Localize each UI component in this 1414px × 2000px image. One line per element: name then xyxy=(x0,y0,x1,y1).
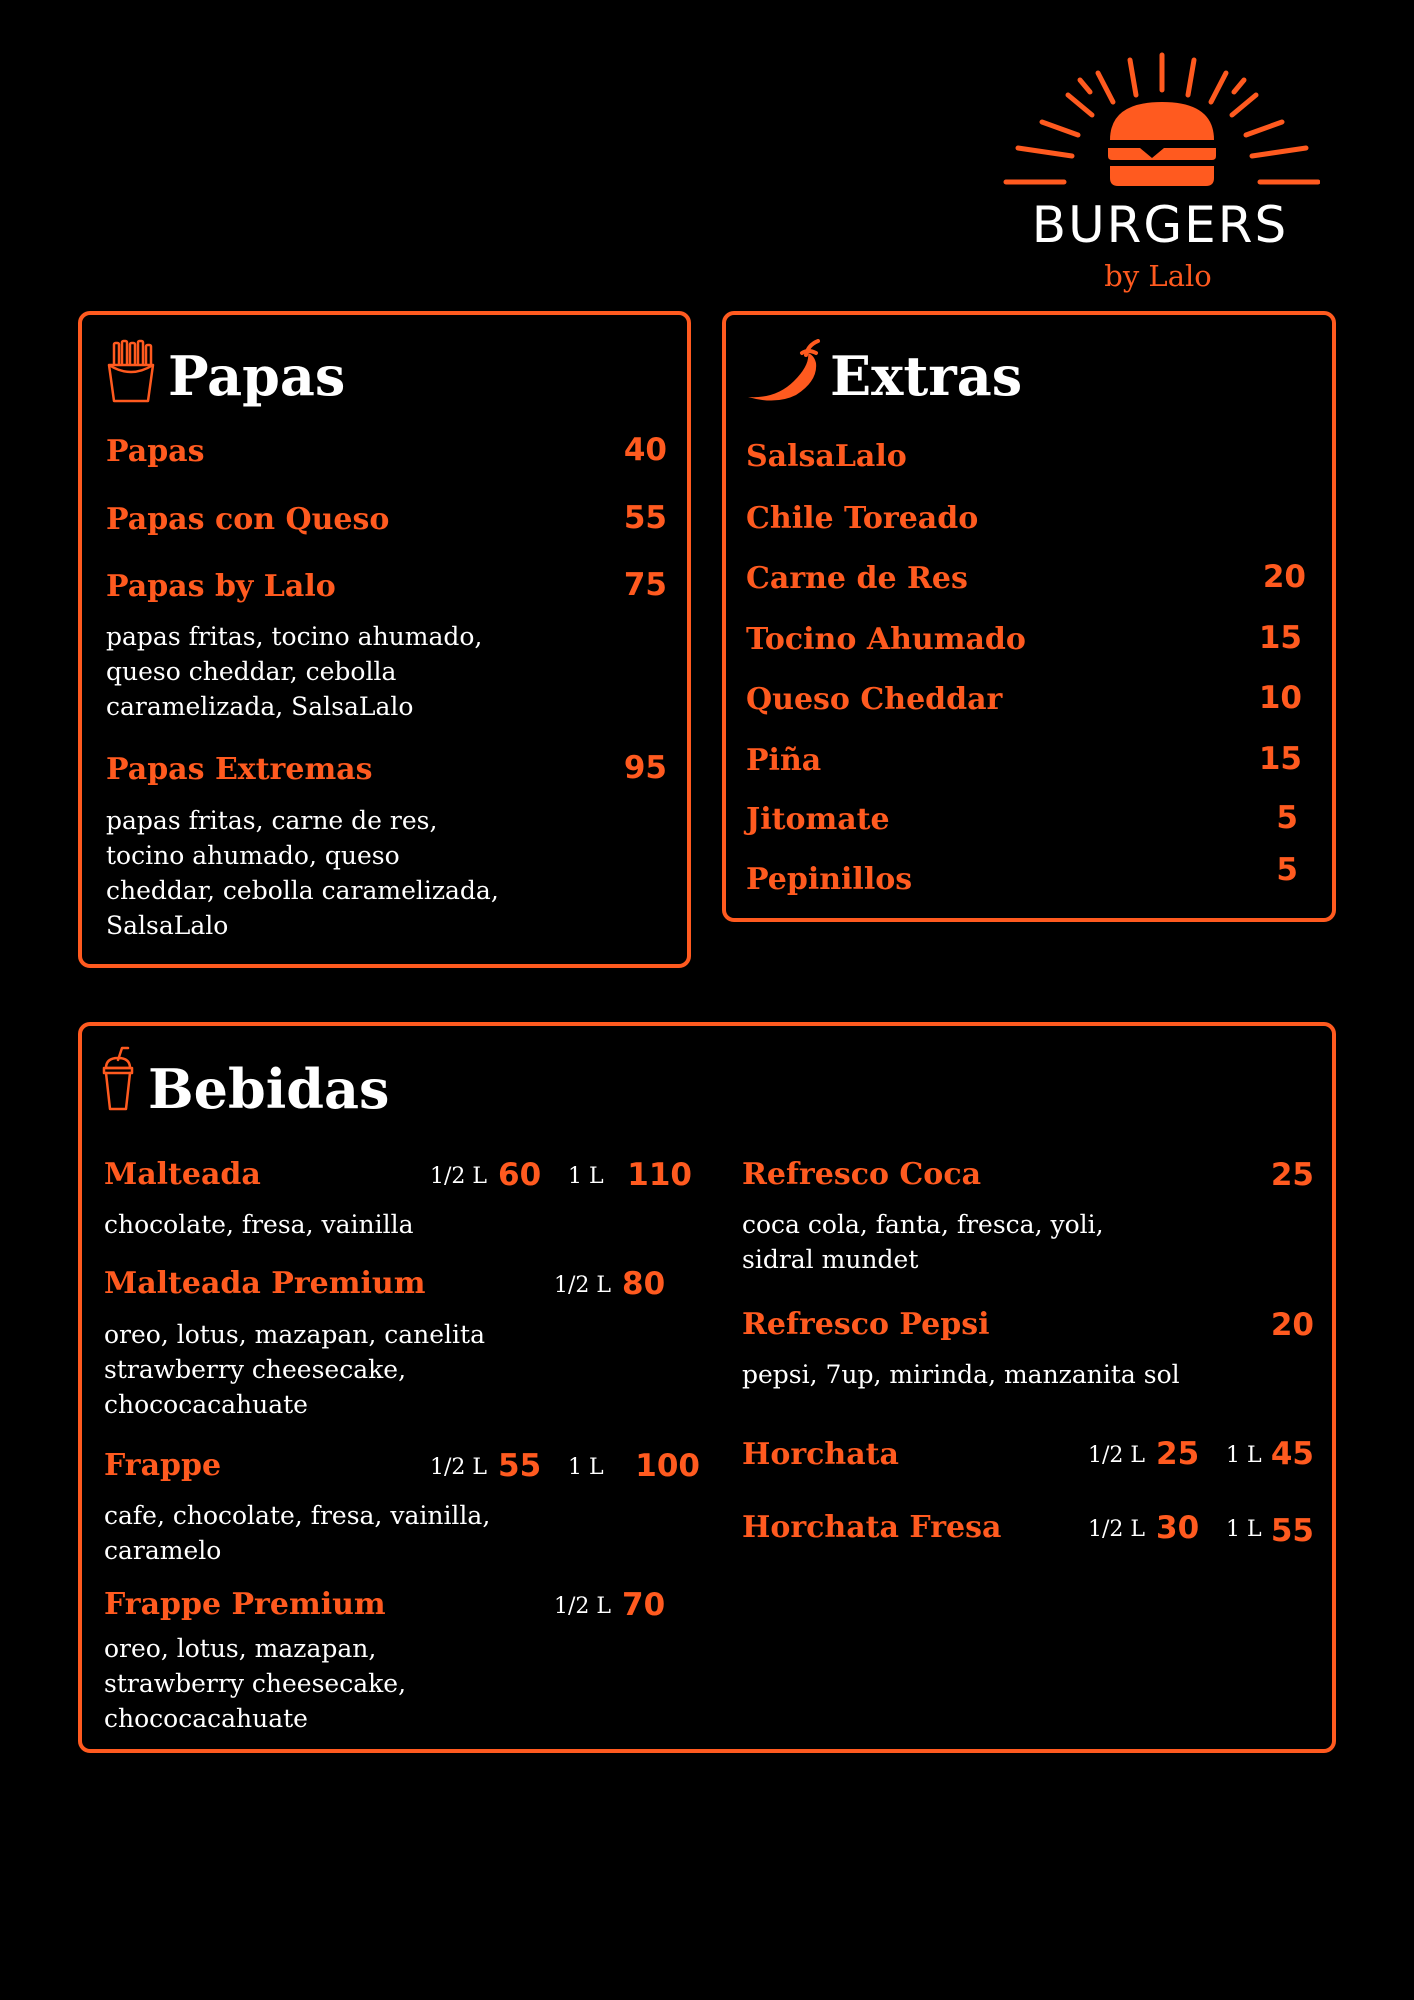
menu-item-name: Papas by Lalo xyxy=(106,569,336,604)
drink-cup-icon xyxy=(102,1046,134,1112)
brand-title: BURGERS xyxy=(1031,196,1289,254)
menu-item-name: Chile Toreado xyxy=(746,501,979,536)
menu-item-name: Frappe xyxy=(104,1448,222,1483)
menu-item-name: Queso Cheddar xyxy=(746,682,1003,717)
description-line: cheddar, cebolla caramelizada, xyxy=(106,876,499,905)
price-half: 80 xyxy=(622,1266,666,1302)
brand-subtitle: by Lalo xyxy=(1104,259,1212,293)
price-liter: 110 xyxy=(627,1157,692,1193)
menu-item-price: 20 xyxy=(1262,559,1306,595)
menu-item-name: Jitomate xyxy=(746,802,890,837)
menu-item-name: Malteada Premium xyxy=(104,1266,426,1301)
extras-section xyxy=(722,311,1336,922)
papas-title: Papas xyxy=(168,344,346,408)
bebidas-title: Bebidas xyxy=(148,1057,390,1121)
size-label-liter: 1 L xyxy=(568,1164,604,1189)
menu-item-price: 40 xyxy=(623,432,667,468)
burger-sunrise-logo-icon xyxy=(1000,40,1320,210)
price-half: 55 xyxy=(498,1448,542,1484)
menu-item-price: 15 xyxy=(1258,620,1302,656)
menu-item-description xyxy=(742,1357,1180,1392)
description-line: caramelizada, SalsaLalo xyxy=(106,692,414,721)
price-half: 70 xyxy=(622,1587,666,1623)
description-line: strawberry cheesecake, xyxy=(104,1355,407,1384)
description-line: chococacahuate xyxy=(104,1704,308,1733)
description-line: pepsi, 7up, mirinda, manzanita sol xyxy=(742,1360,1180,1389)
menu-item-description xyxy=(104,1207,414,1242)
menu-item-name: Piña xyxy=(746,743,822,778)
menu-item-price: 75 xyxy=(623,567,667,603)
description-line: chocolate, fresa, vainilla xyxy=(104,1210,414,1239)
menu-item-description xyxy=(104,1498,490,1568)
menu-item-name: Tocino Ahumado xyxy=(746,622,1026,657)
menu-item-name: Refresco Pepsi xyxy=(742,1307,990,1342)
menu-item-description xyxy=(104,1317,485,1422)
description-line: cafe, chocolate, fresa, vainilla, xyxy=(104,1501,491,1530)
menu-item-price: 5 xyxy=(1276,800,1298,836)
size-label-half: 1/2 L xyxy=(430,1455,488,1480)
menu-item-name: Papas Extremas xyxy=(106,752,373,787)
price-half: 60 xyxy=(498,1157,542,1193)
menu-item-description xyxy=(106,803,499,943)
menu-item-description xyxy=(742,1207,1104,1277)
size-label-half: 1/2 L xyxy=(1088,1517,1146,1542)
menu-item-name: Refresco Coca xyxy=(742,1157,982,1192)
description-line: caramelo xyxy=(104,1536,222,1565)
menu-item-price: 55 xyxy=(623,500,667,536)
price-liter: 55 xyxy=(1270,1513,1314,1549)
description-line: papas fritas, carne de res, xyxy=(106,806,438,835)
size-label-liter: 1 L xyxy=(1226,1443,1262,1468)
description-line: coca cola, fanta, fresca, yoli, xyxy=(742,1210,1104,1239)
description-line: queso cheddar, cebolla xyxy=(106,657,397,686)
menu-item-price: 20 xyxy=(1270,1307,1314,1343)
description-line: chococacahuate xyxy=(104,1390,308,1419)
menu-item-name: Pepinillos xyxy=(746,862,913,897)
price-half: 30 xyxy=(1156,1510,1200,1546)
size-label-liter: 1 L xyxy=(568,1455,604,1480)
menu-item-price: 10 xyxy=(1258,680,1302,716)
price-half: 25 xyxy=(1156,1436,1200,1472)
description-line: oreo, lotus, mazapan, xyxy=(104,1634,377,1663)
menu-item-name: Horchata Fresa xyxy=(742,1510,1002,1545)
size-label-half: 1/2 L xyxy=(430,1164,488,1189)
menu-item-price: 95 xyxy=(623,750,667,786)
menu-item-price: 25 xyxy=(1270,1157,1314,1193)
chili-pepper-icon xyxy=(746,339,826,403)
price-liter: 45 xyxy=(1270,1436,1314,1472)
size-label-half: 1/2 L xyxy=(554,1594,612,1619)
description-line: papas fritas, tocino ahumado, xyxy=(106,622,483,651)
menu-item-name: Papas xyxy=(106,434,205,469)
fries-icon xyxy=(106,339,156,405)
size-label-liter: 1 L xyxy=(1226,1517,1262,1542)
menu-item-price: 15 xyxy=(1258,741,1302,777)
description-line: sidral mundet xyxy=(742,1245,919,1274)
description-line: oreo, lotus, mazapan, canelita xyxy=(104,1320,485,1349)
menu-item-description xyxy=(104,1631,406,1736)
menu-item-name: Papas con Queso xyxy=(106,502,390,537)
extras-title: Extras xyxy=(830,344,1023,408)
bebidas-section xyxy=(78,1022,1336,1753)
papas-section xyxy=(78,311,691,968)
price-liter: 100 xyxy=(635,1448,700,1484)
size-label-half: 1/2 L xyxy=(1088,1443,1146,1468)
description-line: SalsaLalo xyxy=(106,911,229,940)
menu-item-name: Carne de Res xyxy=(746,561,968,596)
menu-item-price: 5 xyxy=(1276,852,1298,888)
brand-logo xyxy=(1000,40,1320,300)
menu-item-description xyxy=(106,619,482,724)
menu-item-name: Malteada xyxy=(104,1157,261,1192)
menu-item-name: Frappe Premium xyxy=(104,1587,386,1622)
menu-item-name: SalsaLalo xyxy=(746,439,907,474)
menu-item-name: Horchata xyxy=(742,1437,899,1472)
description-line: tocino ahumado, queso xyxy=(106,841,400,870)
description-line: strawberry cheesecake, xyxy=(104,1669,407,1698)
size-label-half: 1/2 L xyxy=(554,1273,612,1298)
